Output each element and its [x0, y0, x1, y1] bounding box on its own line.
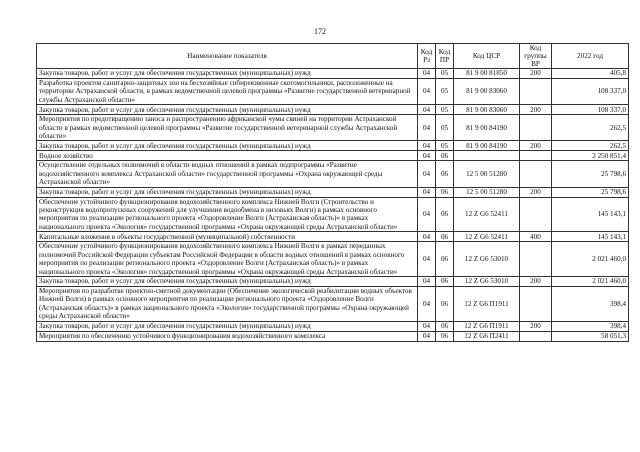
header-name: Наименование показателя: [37, 44, 418, 69]
row-rz: 04: [418, 232, 436, 242]
row-name: Разработка проектов санитарно-защитных зон на бесхозяйные сибиреязвенные скотомогильники, расположенные на территории Астраханской области, в рамках ведомственной целевой программы «Развитие государственной ветеринарной службы Астраханской области»: [37, 79, 418, 105]
row-amount: 2 250 851,4: [552, 151, 629, 161]
table-row: [37, 197, 629, 232]
table-row: [37, 321, 629, 331]
header-vr: Код группы ВР: [520, 44, 552, 69]
page-number: 172: [314, 27, 326, 36]
table-row: [37, 151, 629, 161]
row-amount: 262,5: [552, 141, 629, 151]
table-row: [37, 242, 629, 277]
row-csr: 81 9 00 83060: [454, 79, 520, 105]
row-pr: 06: [436, 331, 454, 341]
header-pr: Код ПР: [436, 44, 454, 69]
row-vr: [520, 79, 552, 105]
table-row: [37, 276, 629, 286]
row-pr: 06: [436, 161, 454, 187]
row-vr: [520, 197, 552, 232]
row-pr: 06: [436, 151, 454, 161]
row-pr: 06: [436, 276, 454, 286]
row-vr: 200: [520, 69, 552, 79]
row-pr: 05: [436, 115, 454, 141]
table-row: [37, 69, 629, 79]
row-csr: 12 Z G6 П1911: [454, 286, 520, 321]
table-row: [37, 331, 629, 341]
row-pr: 06: [436, 187, 454, 197]
row-csr: 81 9 00 84190: [454, 115, 520, 141]
row-name: Закупка товаров, работ и услуг для обеспечения государственных (муниципальных) нужд: [37, 276, 418, 286]
row-pr: 06: [436, 286, 454, 321]
row-csr: 81 9 00 83060: [454, 105, 520, 115]
row-pr: 06: [436, 232, 454, 242]
row-amount: 398,4: [552, 321, 629, 331]
row-amount: 405,8: [552, 69, 629, 79]
row-rz: 04: [418, 331, 436, 341]
header-row: [37, 44, 629, 69]
row-pr: 05: [436, 79, 454, 105]
table-row: [37, 105, 629, 115]
row-vr: [520, 161, 552, 187]
row-csr: 12 Z G6 П1911: [454, 321, 520, 331]
table-row: [37, 141, 629, 151]
table-row: [37, 115, 629, 141]
row-vr: [520, 242, 552, 277]
table-row: [37, 161, 629, 187]
row-name: Мероприятия по обеспечению устойчивого функционирования водохозяйственного комплекса: [37, 331, 418, 341]
row-name: Капитальные вложения в объекты государственной (муниципальной) собственности: [37, 232, 418, 242]
row-csr: 81 9 00 84190: [454, 141, 520, 151]
row-csr: 12 Z G6 53010: [454, 242, 520, 277]
row-amount: 58 051,3: [552, 331, 629, 341]
row-vr: 200: [520, 321, 552, 331]
row-csr: 12 Z G6 П2411: [454, 331, 520, 341]
row-rz: 04: [418, 161, 436, 187]
row-pr: 06: [436, 321, 454, 331]
row-rz: 04: [418, 286, 436, 321]
row-name: Закупка товаров, работ и услуг для обеспечения государственных (муниципальных) нужд: [37, 321, 418, 331]
table-row: [37, 286, 629, 321]
table-row: [37, 232, 629, 242]
row-pr: 05: [436, 69, 454, 79]
row-rz: 04: [418, 242, 436, 277]
row-rz: 04: [418, 187, 436, 197]
row-rz: 04: [418, 79, 436, 105]
row-rz: 04: [418, 151, 436, 161]
table-row: [37, 79, 629, 105]
row-vr: 200: [520, 105, 552, 115]
row-name: Закупка товаров, работ и услуг для обеспечения государственных (муниципальных) нужд: [37, 105, 418, 115]
row-rz: 04: [418, 105, 436, 115]
header-csr: Код ЦСР: [454, 44, 520, 69]
row-csr: 12 Z G6 53010: [454, 276, 520, 286]
row-rz: 04: [418, 197, 436, 232]
row-pr: 06: [436, 242, 454, 277]
row-pr: 06: [436, 197, 454, 232]
row-rz: 04: [418, 69, 436, 79]
row-vr: [520, 331, 552, 341]
row-vr: [520, 151, 552, 161]
header-rz: Код Рз: [418, 44, 436, 69]
row-name: Мероприятия по разработке проектно-сметной документации (Обеспечение экологической реабилитации водных объектов Нижней Волги) в рамках основного мероприятия по реализации регионального проекта «Оздоровление Волги (Астраханская область)» в рамках национального проекта «Экология» государственной программы «Охрана окружающей среды Астраханской области»: [37, 286, 418, 321]
row-amount: 25 798,6: [552, 161, 629, 187]
row-name: Закупка товаров, работ и услуг для обеспечения государственных (муниципальных) нужд: [37, 187, 418, 197]
row-csr: 12 5 00 51280: [454, 187, 520, 197]
row-name: Обеспечение устойчивого функционирования водохозяйственного комплекса Нижней Волги в рамках переданных полномочий Российской Федерации субъектам Российской Федерации в области водных отношений в рамках основного мероприятия по реализации регионального проекта «Оздоровление Волги (Астраханская область)» в рамках национального проекта «Экология» государственной программы «Охрана окружающей среды Астраханской области»: [37, 242, 418, 277]
row-vr: 200: [520, 187, 552, 197]
row-amount: 108 337,0: [552, 105, 629, 115]
row-rz: 04: [418, 115, 436, 141]
row-vr: 400: [520, 232, 552, 242]
row-vr: 200: [520, 141, 552, 151]
row-amount: 398,4: [552, 286, 629, 321]
budget-table: [36, 43, 629, 342]
row-vr: [520, 286, 552, 321]
row-amount: 145 143,1: [552, 197, 629, 232]
row-vr: [520, 115, 552, 141]
row-name: Водное хозяйство: [37, 151, 418, 161]
row-amount: 2 021 460,0: [552, 276, 629, 286]
row-name: Закупка товаров, работ и услуг для обеспечения государственных (муниципальных) нужд: [37, 69, 418, 79]
row-csr: 12 Z G6 52411: [454, 197, 520, 232]
row-vr: 200: [520, 276, 552, 286]
row-rz: 04: [418, 321, 436, 331]
row-rz: 04: [418, 141, 436, 151]
row-amount: 108 337,0: [552, 79, 629, 105]
row-csr: 12 5 00 51280: [454, 161, 520, 187]
row-amount: 25 798,6: [552, 187, 629, 197]
row-name: Обеспечение устойчивого функционирования водохозяйственного комплекса Нижней Волги (Строительство и реконструкция водопропускных сооружений для улучшения водообмена в низовьях Волги) в рамках основного мероприятия по реализации регионального проекта «Оздоровление Волги (Астраханская область)» в рамках национального проекта «Экология» государственной программы «Охрана окружающей среды Астраханской области»: [37, 197, 418, 232]
row-csr: [454, 151, 520, 161]
row-csr: 12 Z G6 52411: [454, 232, 520, 242]
header-amount: 2022 год: [552, 44, 629, 69]
row-amount: 262,5: [552, 115, 629, 141]
row-rz: 04: [418, 276, 436, 286]
row-pr: 05: [436, 105, 454, 115]
row-csr: 81 9 00 81850: [454, 69, 520, 79]
row-pr: 05: [436, 141, 454, 151]
row-name: Мероприятия по предотвращению заноса и распространению африканской чумы свиней на территории Астраханской области в рамках ведомственной целевой программы «Развитие государственной ветеринарной службы Астраханской области»: [37, 115, 418, 141]
row-amount: 145 143,1: [552, 232, 629, 242]
row-amount: 2 021 460,0: [552, 242, 629, 277]
row-name: Осуществление отдельных полномочий в области водных отношений в рамках подпрограммы «Развитие водохозяйственного комплекса Астраханской области» государственной программы «Охрана окружающей среды Астраханской области»: [37, 161, 418, 187]
row-name: Закупка товаров, работ и услуг для обеспечения государственных (муниципальных) нужд: [37, 141, 418, 151]
table-row: [37, 187, 629, 197]
